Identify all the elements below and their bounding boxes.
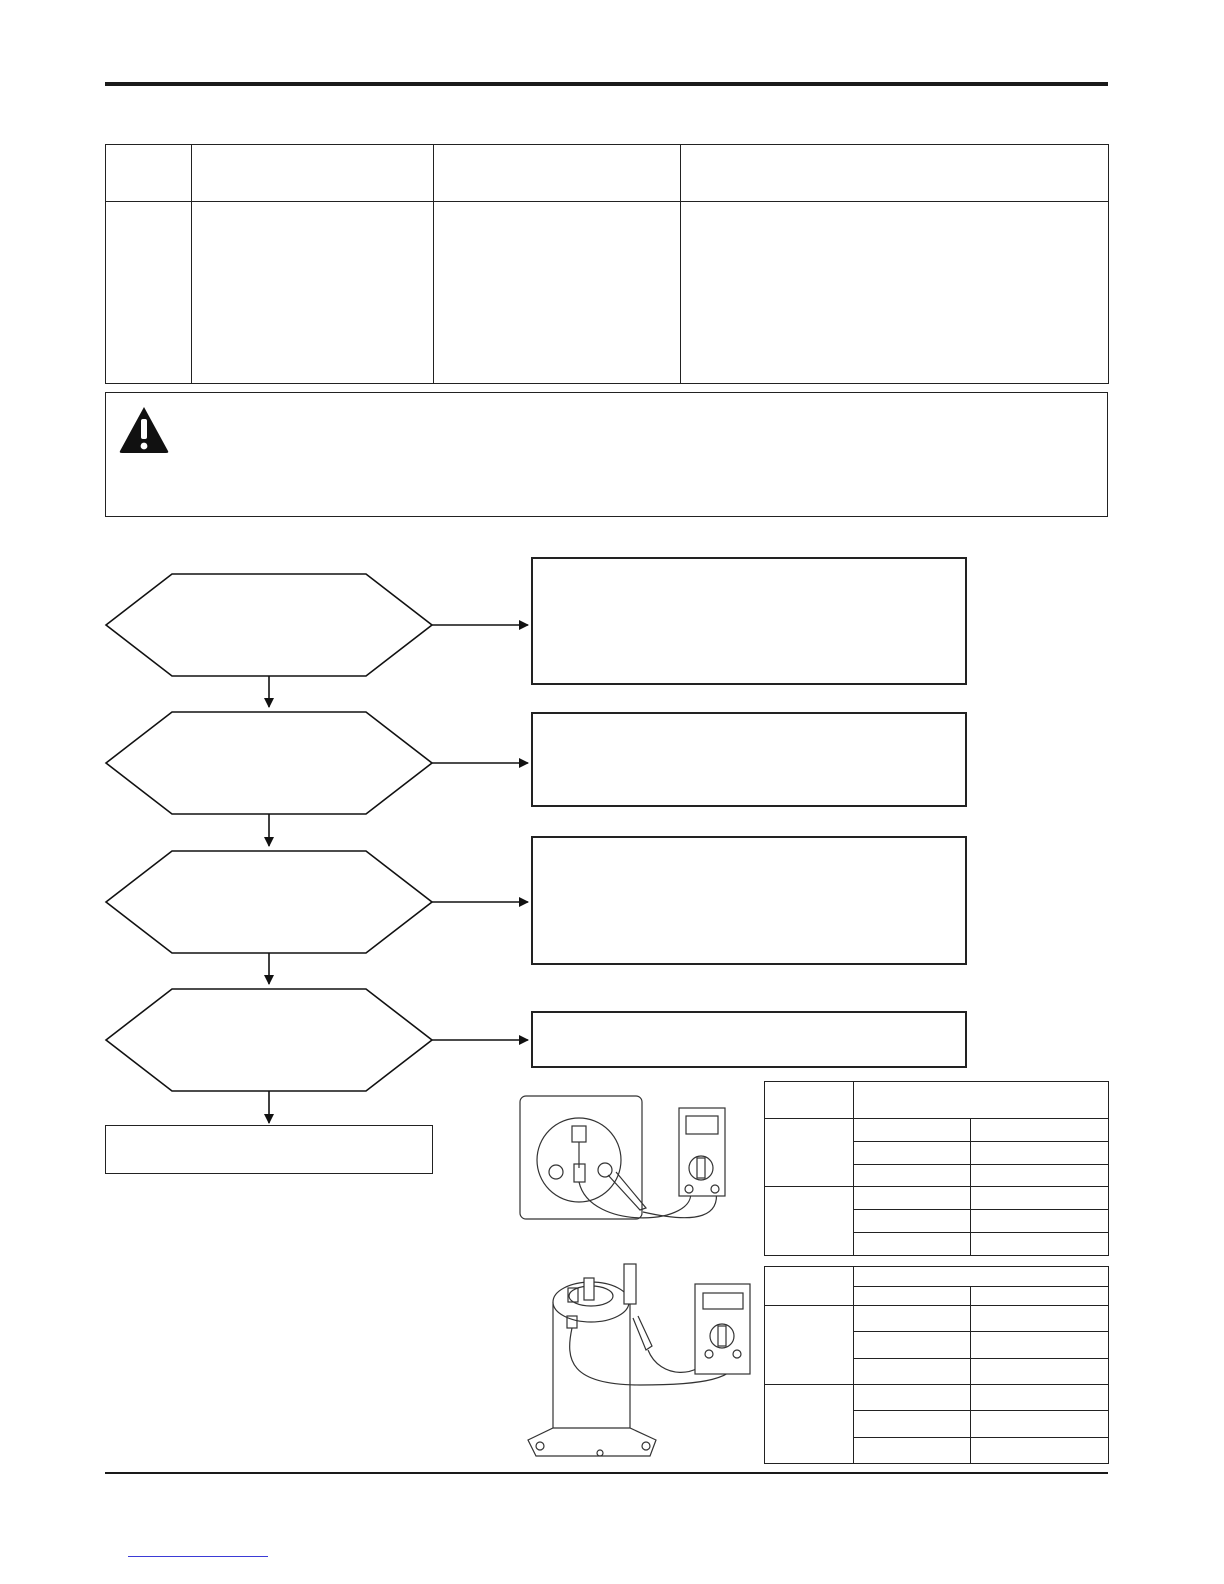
table-header-cell [854,1267,1109,1287]
table-cell [854,1119,971,1142]
table-cell [854,1210,971,1233]
table-cell [971,1358,1109,1384]
decision-label [150,889,388,915]
resistance-table-1 [764,1081,1109,1256]
action-box [531,712,967,807]
terminal-block-illustration [520,1096,725,1219]
table-cell [971,1210,1109,1233]
action-box [531,1011,967,1068]
table-cell [854,1358,971,1384]
compressor-illustration [528,1264,750,1456]
action-box [531,836,967,965]
resistance-table-2 [764,1266,1109,1464]
table-cell [971,1332,1109,1358]
table-subheader-cell [854,1287,971,1306]
table-cell [971,1119,1109,1142]
table-cell [854,1164,971,1187]
decision-label [150,1027,388,1053]
table-cell [854,1437,971,1463]
table-cell [971,1306,1109,1332]
table-cell [971,1411,1109,1437]
end-box [105,1125,433,1174]
table-header-cell [765,1267,854,1306]
table-cell [854,1187,971,1210]
decision-label [150,612,388,638]
table-cell [854,1233,971,1256]
table-cell [971,1141,1109,1164]
table-header-cell [854,1082,1109,1119]
table-cell [854,1384,971,1410]
table-cell [971,1187,1109,1210]
table-cell [971,1437,1109,1463]
table-cell [854,1141,971,1164]
table-header-cell [765,1082,854,1119]
table-subheader-cell [971,1287,1109,1306]
table-cell [971,1233,1109,1256]
group-label [765,1306,854,1385]
group-label [765,1384,854,1463]
action-box [531,557,967,685]
decision-label [150,750,388,776]
table-cell [854,1332,971,1358]
table-cell [971,1384,1109,1410]
table-cell [971,1164,1109,1187]
group-label [765,1119,854,1187]
table-cell [854,1306,971,1332]
group-label [765,1187,854,1256]
table-cell [854,1411,971,1437]
